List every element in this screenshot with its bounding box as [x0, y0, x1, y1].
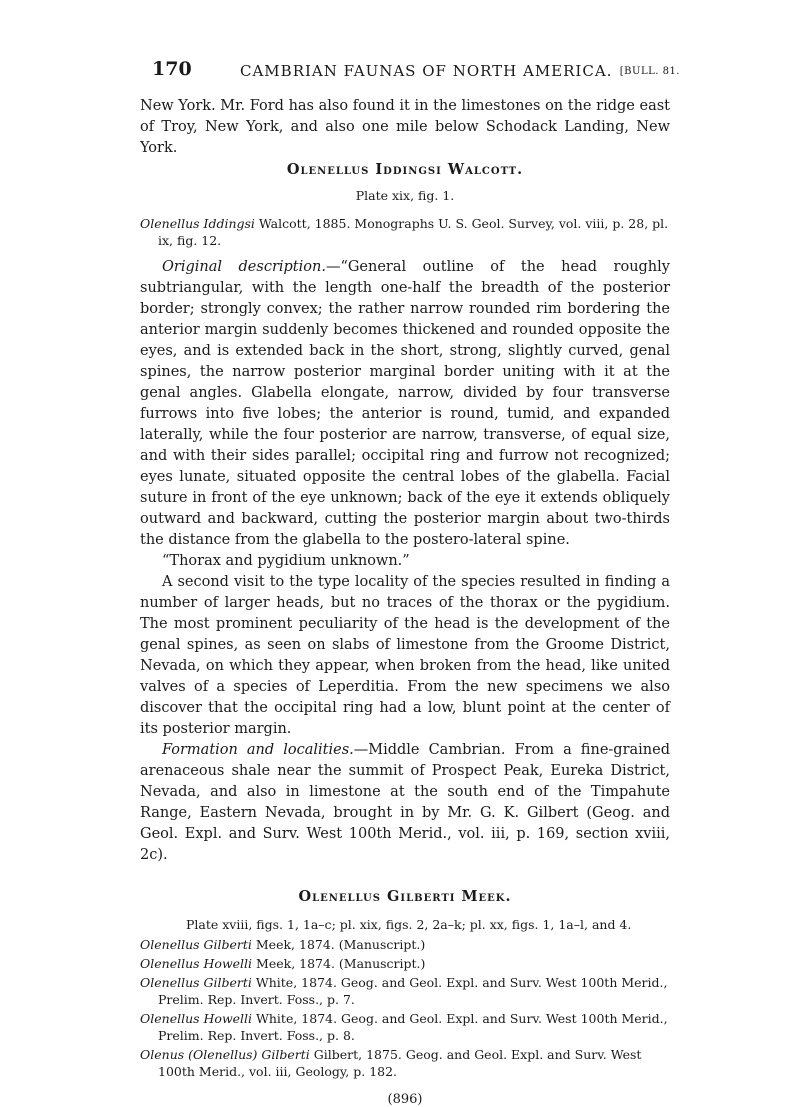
- species-title-gilberti: Olenellus Gilberti Meek.: [298, 888, 512, 905]
- original-description-text: —“General outline of the head roughly subtriangular, with the length one-half the breadth of the posterior border; strongly convex; the rather narrow rounded rim bordering the anterior margin suddenly becomes thickened and rounded opposite the eyes, and is extended back in the short, strong, slightly curved, genal spines, the narrow posterior marginal border uniting with it at the genal angles. Glabella elongate, narrow, divided by four transverse furrows into five lobes; the anterior is round, tumid, and expanded laterally, while the four posterior are narrow, transverse, of equal size, and with their sides parallel; occipital ring and furrow not recognized; eyes lunate, situated opposite the central lobes of the glabella. Facial suture in front of the eye unknown; back of the eye it extends obliquely outward and backward, cutting the posterior margin about two-thirds the distance from the glabella to the postero-lateral spine.: [140, 259, 670, 548]
- synonymy-entry: [140, 215, 670, 249]
- running-header: [140, 58, 680, 88]
- synonymy-entry: [140, 1046, 670, 1080]
- synonymy-citation: White, 1874. Geog. and Geol. Expl. and Surv. West 100th Merid., Prelim. Rep. Invert. Foss., p. 7.: [158, 975, 668, 1007]
- page-number: 170: [152, 58, 192, 80]
- synonymy-taxon: Olenus (Olenellus) Gilberti: [140, 1047, 310, 1062]
- synonymy-taxon: Olenellus Howelli: [140, 1011, 253, 1026]
- formation-paragraph: [140, 740, 670, 866]
- document-page: [140, 58, 680, 1107]
- intro-paragraph: New York. Mr. Ford has also found it in the limestones on the ridge east of Troy, New York, and also one mile below Schodack Landing, New York.: [140, 98, 670, 156]
- synonymy-entry: [140, 936, 670, 953]
- thorax-note: “Thorax and pygidium unknown.”: [162, 553, 410, 569]
- species-title-iddingsi: Olenellus Iddingsi Walcott.: [286, 161, 524, 178]
- synonymy-citation: Walcott, 1885. Monographs U. S. Geol. Survey, vol. viii, p. 28, pl. ix, fig. 12.: [158, 216, 669, 248]
- original-description-label: Original description.: [162, 259, 326, 275]
- synonymy-citation: White, 1874. Geog. and Geol. Expl. and Surv. West 100th Merid., Prelim. Rep. Invert. Foss., p. 8.: [158, 1011, 668, 1043]
- synonymy-taxon: Olenellus Gilberti: [140, 975, 252, 990]
- formation-label: Formation and localities.: [162, 742, 354, 758]
- synonymy-entry: [140, 1010, 670, 1044]
- plate-reference-iddingsi: Plate xix, fig. 1.: [355, 188, 455, 203]
- synonymy-taxon: Olenellus Howelli: [140, 956, 253, 971]
- synonymy-entry: [140, 955, 670, 972]
- plate-reference-gilberti: Plate xviii, figs. 1, 1a–c; pl. xix, figs. 2, 2a–k; pl. xx, figs. 1, 1a–l, and 4.: [186, 917, 632, 932]
- bulletin-mark: [BULL. 81.: [619, 66, 680, 77]
- synonymy-taxon: Olenellus Gilberti: [140, 937, 252, 952]
- synonymy-citation: Gilbert, 1875. Geog. and Geol. Expl. and Surv. West 100th Merid., vol. iii, Geology, p. 182.: [158, 1047, 642, 1079]
- original-description-paragraph: [140, 257, 670, 551]
- synonymy-citation: Meek, 1874. (Manuscript.): [252, 956, 426, 971]
- formation-text: —Middle Cambrian. From a fine-grained arenaceous shale near the summit of Prospect Peak, Eureka District, Nevada, and also in limestone at the south end of the Timpahute Range, Eastern Nevada, brought in by Mr. G. K. Gilbert (Geog. and Geol. Expl. and Surv. West 100th Merid., vol. iii, p. 169, section xviii, 2c).: [140, 742, 670, 863]
- synonymy-entry: [140, 974, 670, 1008]
- second-visit-paragraph: A second visit to the type locality of the species resulted in finding a number of larger heads, but no traces of the thorax or the pygidium. The most prominent peculiarity of the head is the development of the genal spines, as seen on slabs of limestone from the Groome District, Nevada, on which they appear, when broken from the head, like united valves of a species of Leperditia. From the new specimens we also discover that the occipital ring had a low, blunt point at the center of its posterior margin.: [140, 574, 670, 737]
- page-footer-marker: (896): [387, 1092, 423, 1107]
- running-title: CAMBRIAN FAUNAS OF NORTH AMERICA.: [240, 62, 613, 80]
- synonymy-citation: Meek, 1874. (Manuscript.): [251, 937, 426, 952]
- synonymy-taxon: Olenellus Iddingsi: [140, 216, 255, 231]
